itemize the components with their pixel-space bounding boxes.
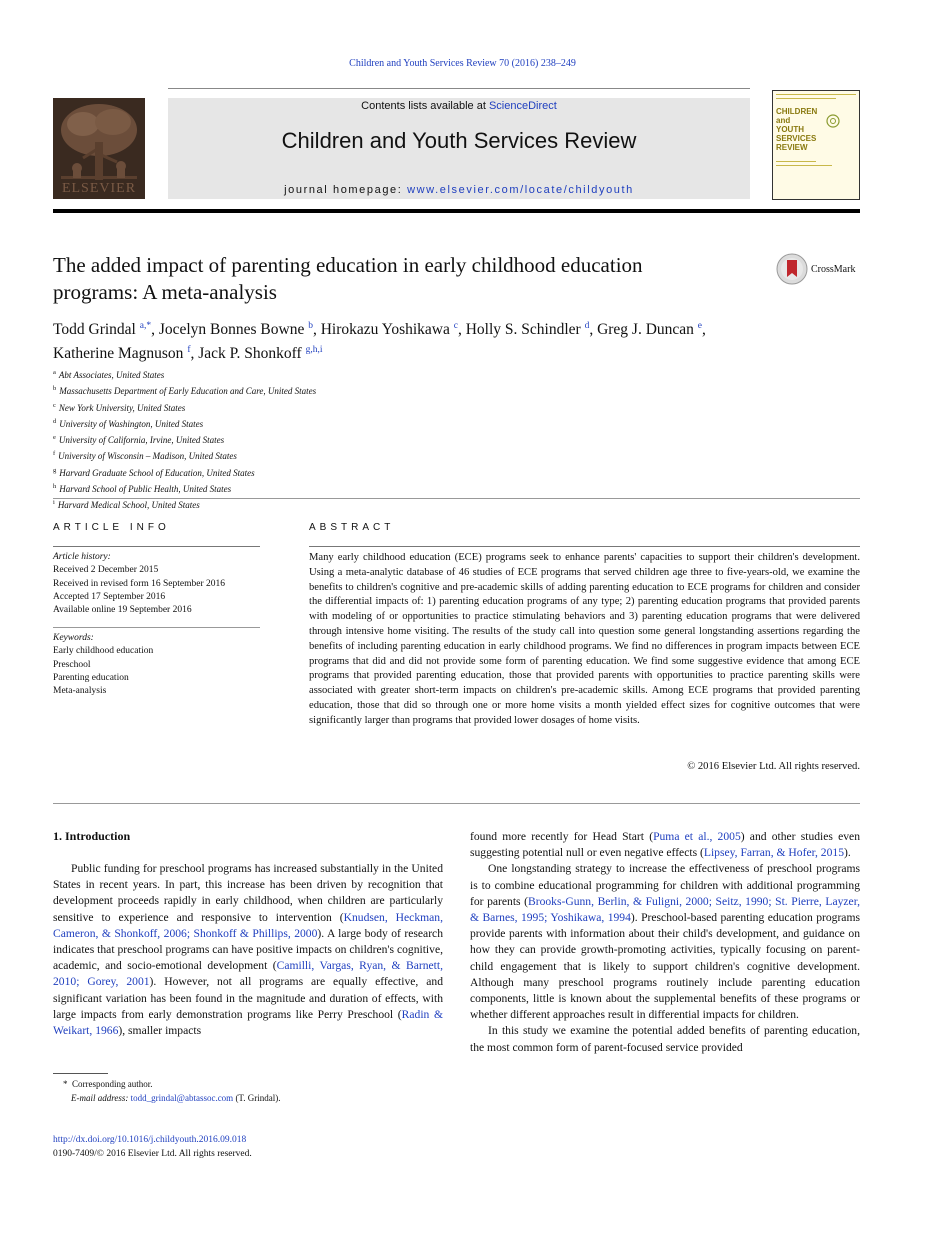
keyword-item: Early childhood education: [53, 646, 154, 657]
text-run: ), smaller impacts: [118, 1024, 202, 1038]
affiliation-key: f: [53, 450, 56, 458]
keywords-label: Keywords:: [53, 633, 94, 643]
header-thick-rule: [53, 209, 860, 213]
affiliation-item: [53, 415, 316, 431]
citation-link[interactable]: Children and Youth Services Review 70 (2016) 238–249: [349, 58, 576, 69]
cover-rule: [776, 98, 836, 99]
title-line: The added impact of parenting education in early childhood education: [53, 253, 643, 277]
text-run: found more recently for Head Start (: [470, 830, 654, 843]
journal-cover[interactable]: [772, 90, 860, 200]
left-column: [53, 861, 443, 1039]
elsevier-logo[interactable]: [53, 98, 145, 199]
paragraph: [53, 861, 443, 1039]
author-affiliation-marker[interactable]: d: [584, 321, 590, 331]
affiliation-text: Massachusetts Department of Early Education and Care, United States: [59, 386, 317, 397]
section-heading: 1. Introduction: [53, 829, 131, 843]
email-link[interactable]: todd_grindal@abtassoc.com: [130, 1092, 234, 1103]
affiliation-text: Harvard Medical School, United States: [57, 500, 200, 511]
crossmark-label[interactable]: CrossMark: [811, 264, 856, 275]
text-run: ). Preschool-based parenting education programs provide parents with information about their child's development, and guidance on how they can provide growth-promoting activities, typically focusing on parent-child engagement that is likely to support children's cognitive development. Although many preschool programs routinely include parenting education components, little is known about the supplemental benefits of these programs or whether different approaches result in differential impacts for children.: [470, 911, 860, 1022]
cover-rule: [776, 161, 816, 162]
homepage-link[interactable]: www.elsevier.com/locate/childyouth: [407, 184, 634, 196]
text-run: Public funding for preschool programs has increased substantially in the United States in recent years. In part, this increase has been driven by recognition that development proceeds rapidly in early childhood, when children are particularly sensitive to experience and responsive to intervention (: [53, 862, 443, 924]
author-affiliation-marker[interactable]: g,h,i: [305, 345, 323, 356]
author-affiliation-marker[interactable]: f: [187, 345, 191, 356]
affiliation-key: a: [53, 369, 56, 376]
journal-citation[interactable]: [0, 58, 925, 69]
cover-title-line: YOUTH: [776, 125, 804, 134]
author-name[interactable]: Hirokazu Yoshikawa: [320, 321, 450, 339]
cover-title-line: CHILDREN: [776, 107, 818, 116]
cover-emblem-icon: [825, 113, 841, 129]
affiliation-item: [53, 382, 316, 398]
author-name[interactable]: Holly S. Schindler: [465, 321, 581, 339]
affiliation-item: [53, 399, 316, 415]
footnote-text: Corresponding author.: [72, 1079, 153, 1089]
author-name[interactable]: Jack P. Shonkoff: [198, 345, 302, 363]
citation-link[interactable]: Lipsey, Farran, & Hofer, 2015: [703, 846, 844, 860]
citation-link[interactable]: Knudsen, Heckman, Cameron, & Shonkoff, 2006; Shonkoff & Phillips, 2000: [53, 910, 443, 940]
footnote: [53, 1078, 281, 1105]
affiliation-list: [53, 366, 316, 513]
text-run: ). However, not all programs are equally effective, and significant variation has been found in the magnitude and duration of effects, with large impacts from early demonstration programs like Perry Preschool (: [53, 975, 443, 1021]
cover-title-line: and: [776, 116, 791, 125]
contents-line: [168, 100, 750, 112]
cover-title-line: REVIEW: [776, 143, 808, 152]
keywords: [53, 632, 273, 698]
abstract-rule: [309, 546, 860, 547]
author-name[interactable]: Greg J. Duncan: [597, 321, 694, 339]
crossmark-badge[interactable]: [776, 253, 808, 290]
article-info-rule: [53, 546, 260, 547]
paragraph: [470, 829, 860, 861]
affiliation-item: [53, 464, 316, 480]
author-affiliation-marker[interactable]: e: [697, 321, 703, 331]
cover-title: [776, 107, 826, 152]
citation-link[interactable]: Brooks-Gunn, Berlin, & Fuligni, 2000; Seitz, 1990; St. Pierre, Layzer, & Barnes, 1995; Yoshikawa, 1994: [470, 894, 860, 925]
citation-link[interactable]: Camilli, Vargas, Ryan, & Barnett, 2010; Gorey, 2001: [53, 959, 443, 989]
affiliation-item: [53, 366, 316, 382]
journal-homepage: [168, 184, 750, 196]
affiliation-key: e: [53, 434, 56, 442]
email-owner: (T. Grindal).: [235, 1092, 281, 1103]
author-affiliation-marker[interactable]: b: [308, 321, 313, 331]
abstract-heading: ABSTRACT: [309, 522, 395, 533]
history-label: Article history:: [53, 552, 111, 562]
corresponding-author-note: [53, 1078, 281, 1092]
section-divider: [53, 803, 860, 804]
sciencedirect-link[interactable]: ScienceDirect: [488, 100, 557, 112]
doi-link[interactable]: http://dx.doi.org/10.1016/j.childyouth.2016.09.018: [53, 1135, 247, 1145]
affiliation-item: [53, 447, 316, 463]
affiliation-key: c: [53, 401, 56, 409]
header-top-rule: [168, 88, 750, 89]
keyword-item: Meta-analysis: [53, 686, 107, 697]
contents-prefix: Contents lists available at: [361, 100, 489, 112]
author-affiliation-marker[interactable]: a,*: [139, 321, 152, 331]
history-item: Received 2 December 2015: [53, 565, 159, 576]
affiliation-text: Harvard Graduate School of Education, United States: [59, 467, 255, 478]
paragraph: In this study we examine the potential added benefits of parenting education, the most common form of parent-focused service provided: [470, 1024, 860, 1054]
footnote-mark: *: [63, 1079, 68, 1089]
text-run: One longstanding strategy to increase the effectiveness of preschool programs is to combine educational programming for children with additional programming for parents (: [470, 862, 860, 908]
paragraph: [470, 861, 860, 1023]
text-run: ). A large body of research indicates that preschool programs can have positive impacts on children's cognitive, academic, and socio-emotional development (: [53, 926, 443, 973]
article-info-heading: ARTICLE INFO: [53, 522, 170, 533]
history-item: Accepted 17 September 2016: [53, 591, 166, 602]
abstract-copyright: © 2016 Elsevier Ltd. All rights reserved.: [687, 761, 860, 772]
affiliation-key: b: [53, 385, 57, 393]
cover-rule: [776, 165, 832, 166]
author-name[interactable]: Katherine Magnuson: [53, 345, 184, 363]
affiliation-key: i: [53, 499, 55, 507]
affiliation-item: [53, 431, 316, 447]
section-divider: [53, 498, 860, 499]
keyword-item: Preschool: [53, 659, 91, 670]
author-list: Todd Grindal $^{a,*}$, Jocelyn Bonnes Bowne $^b$, Hirokazu Yoshikawa $^c$, Holly S. Schindler $^d$, Greg J. Duncan $^e$, Katherine Magnuson $^f$, Jack P. Shonkoff $^{g,h,i}$: [53, 321, 706, 363]
affiliation-text: Abt Associates, United States: [58, 370, 165, 380]
affiliation-text: University of Wisconsin – Madison, United States: [58, 451, 237, 462]
affiliation-text: University of California, Irvine, United States: [58, 435, 225, 446]
affiliation-text: New York University, United States: [58, 402, 186, 413]
footnote-rule: [53, 1073, 108, 1074]
text-run: ).: [844, 846, 851, 860]
citation-link[interactable]: Radin & Weikart, 1966: [53, 1007, 443, 1038]
affiliation-text: Harvard School of Public Health, United States: [59, 484, 232, 495]
abstract-text: Many early childhood education (ECE) programs seek to enhance parents' capacities to support their children's development. Using a meta-analytic database of 46 studies of ECE programs that served children age three to five-years-old, we examine the benefits to children's cognitive and pre-academic skills of adding parenting education to ECE programs for children and consider the differential impacts of: 1) parenting education programs of any type; 2) parenting education programs that provided parents with modeling of or opportunities to practice stimulating behaviors and 3) parenting education programs that were delivered through intensive home visiting. The results of the study call into question some general longstanding assertions regarding the benefits of including parenting education in early childhood programs. We find no differences in program impacts between ECE programs that did and did not provide some form of parenting education. We find some suggestive evidence that among ECE programs that provided parenting education, those that provided parents with opportunities to practice parenting skills were associated with greater short-term impacts on children's pre-academic skills. Among ECE programs that provided parenting education, those that did so through one or more home visits a month yielded effect sizes for cognitive outcomes that were significantly larger than programs that provided lower dosages of home visits.: [309, 552, 860, 726]
affiliation-item: [53, 480, 316, 496]
text-run: ) and other studies even suggesting potential null or even negative effects (: [470, 830, 861, 860]
author-affiliation-marker[interactable]: c: [453, 321, 458, 331]
affiliation-text: University of Washington, United States: [59, 418, 204, 429]
history-item: Received in revised form 16 September 2016: [53, 578, 226, 589]
author-name[interactable]: Jocelyn Bonnes Bowne: [158, 321, 305, 339]
history-item: Available online 19 September 2016: [53, 605, 192, 616]
affiliation-key: d: [53, 417, 57, 425]
homepage-prefix: journal homepage:: [284, 184, 408, 196]
crossmark-icon: [776, 253, 808, 285]
right-column: [470, 829, 860, 1056]
cover-rule: [776, 94, 856, 95]
article-title: [53, 252, 753, 306]
doi-block: [53, 1134, 252, 1161]
affiliation-key: h: [53, 483, 57, 491]
email-note: [53, 1092, 281, 1106]
article-history: [53, 551, 273, 617]
email-label: E-mail address:: [71, 1092, 129, 1103]
keywords-rule: [53, 627, 260, 628]
cover-title-line: SERVICES: [776, 134, 817, 143]
citation-link[interactable]: Puma et al., 2005: [653, 830, 741, 843]
title-line: programs: A meta-analysis: [53, 280, 277, 304]
author-name[interactable]: Todd Grindal: [53, 321, 136, 339]
keyword-item: Parenting education: [53, 672, 129, 683]
journal-title: Children and Youth Services Review: [281, 128, 637, 153]
issn-line: 0190-7409/© 2016 Elsevier Ltd. All rights reserved.: [53, 1148, 252, 1159]
elsevier-wordmark: ELSEVIER: [61, 181, 137, 196]
affiliation-key: g: [53, 466, 57, 474]
